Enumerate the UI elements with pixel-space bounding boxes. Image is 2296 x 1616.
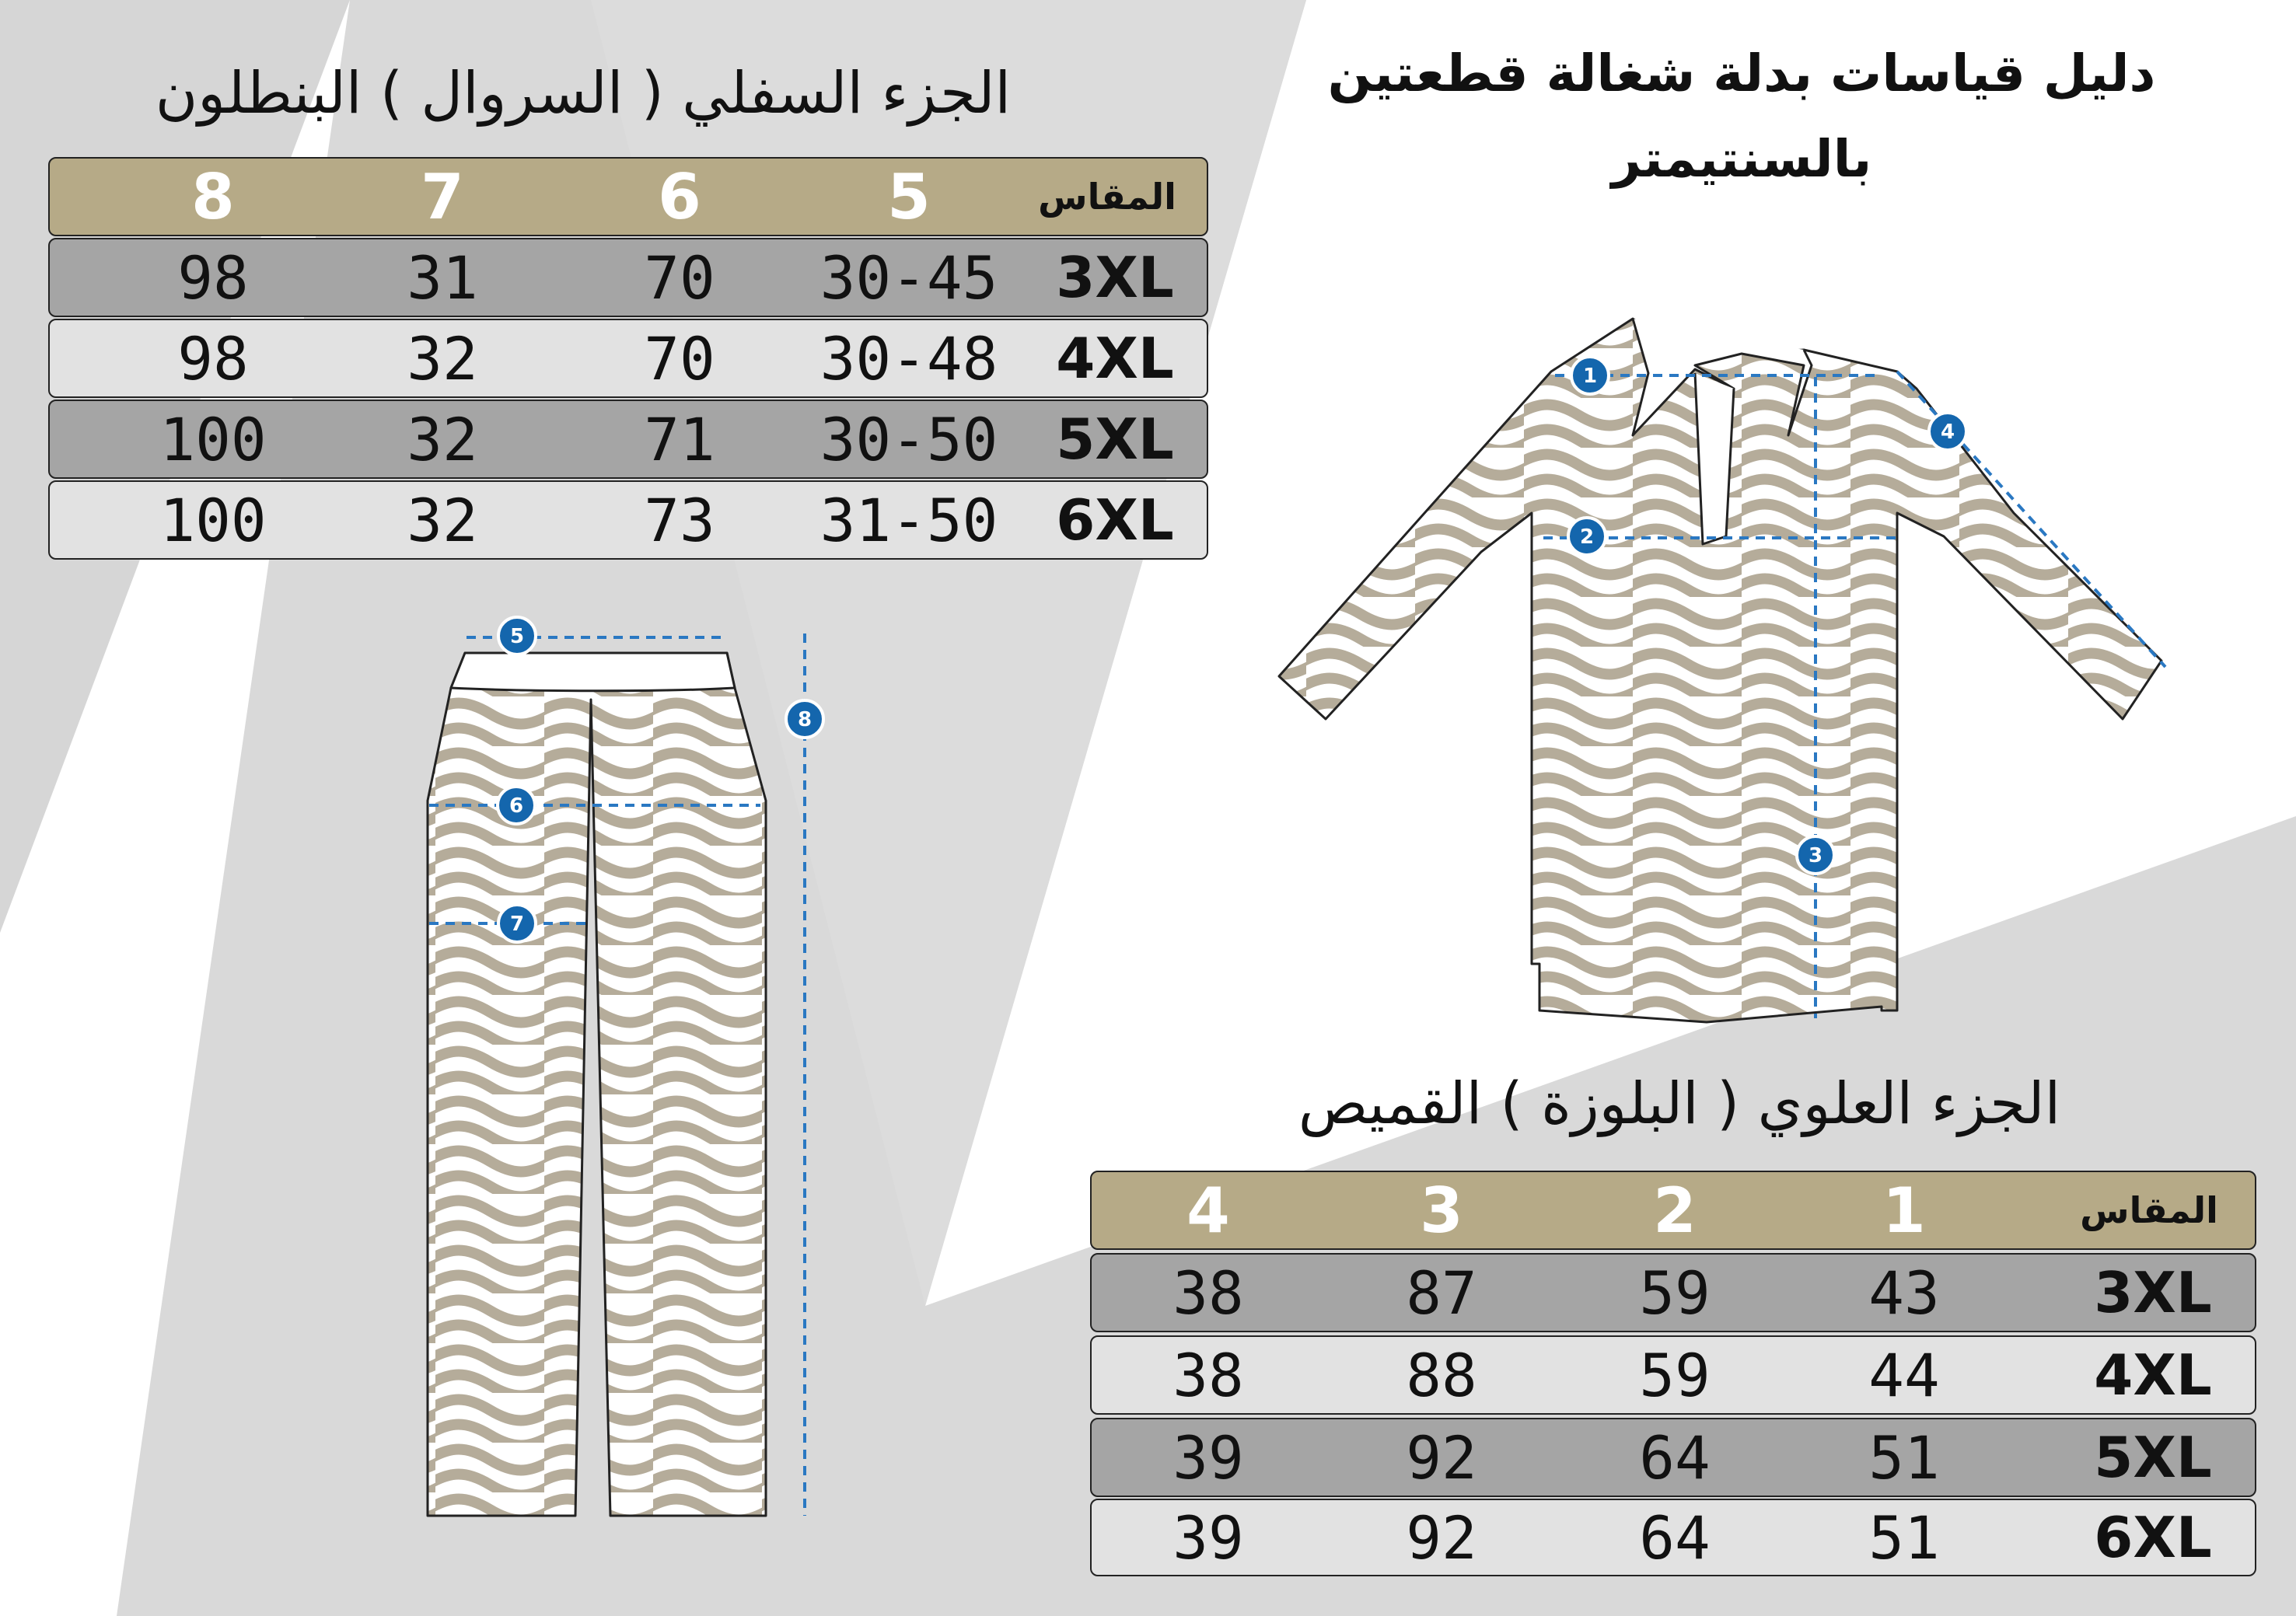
table-cell: 88: [1406, 1340, 1477, 1410]
size-column-header: المقاس: [2080, 1189, 2218, 1231]
table-cell: 30-45: [820, 243, 998, 312]
size-label: 3XL: [1056, 245, 1174, 310]
size-label: 4XL: [1056, 326, 1174, 391]
upper-part-title: الجزء العلوي ( البلوزة ) القميص: [1298, 1070, 2061, 1137]
marker-1-label: 1: [1582, 365, 1598, 388]
table-cell: 92: [1406, 1503, 1477, 1572]
table-cell: 100: [159, 485, 267, 555]
table-cell: 51: [1868, 1422, 1940, 1492]
table-cell: 92: [1406, 1422, 1477, 1492]
table-cell: 73: [644, 485, 715, 555]
size-label: 3XL: [2094, 1260, 2212, 1325]
shirt-illustration: [1279, 319, 2165, 1022]
column-header: 1: [1882, 1174, 1926, 1247]
table-cell: 100: [159, 404, 267, 474]
marker-1: [1571, 357, 1609, 394]
marker-3-label: 3: [1808, 844, 1823, 867]
column-header: 8: [191, 160, 235, 233]
column-header: 3: [1420, 1174, 1463, 1247]
column-header: 7: [421, 160, 464, 233]
page-title-line2: بالسنتيمتر: [1611, 129, 1872, 189]
size-label: 6XL: [2094, 1505, 2212, 1570]
marker-8: [786, 700, 823, 738]
table-cell: 70: [644, 243, 715, 312]
marker-5-label: 5: [509, 625, 525, 648]
table-cell: 30-48: [820, 323, 998, 393]
table-cell: 32: [407, 485, 478, 555]
marker-4-label: 4: [1940, 421, 1955, 444]
marker-8-label: 8: [797, 708, 813, 731]
table-cell: 39: [1172, 1422, 1244, 1492]
table-cell: 64: [1639, 1422, 1711, 1492]
table-cell: 30-50: [820, 404, 998, 474]
size-label: 4XL: [2094, 1342, 2212, 1408]
marker-6: [498, 787, 535, 824]
size-label: 5XL: [2094, 1425, 2212, 1490]
marker-7-label: 7: [509, 913, 525, 936]
table-cell: 31: [407, 243, 478, 312]
pants-illustration: [428, 633, 805, 1516]
table-cell: 64: [1639, 1503, 1711, 1572]
marker-6-label: 6: [508, 794, 524, 818]
table-cell: 87: [1406, 1258, 1477, 1328]
marker-3: [1797, 836, 1834, 874]
column-header: 6: [658, 160, 701, 233]
table-cell: 32: [407, 323, 478, 393]
marker-7: [498, 905, 536, 942]
table-cell: 32: [407, 404, 478, 474]
table-cell: 38: [1172, 1340, 1244, 1410]
page-title-line1: دليل قياسات بدلة شغالة قطعتين: [1327, 44, 2156, 103]
table-cell: 38: [1172, 1258, 1244, 1328]
size-column-header: المقاس: [1038, 176, 1176, 218]
table-cell: 70: [644, 323, 715, 393]
marker-2-label: 2: [1579, 525, 1595, 549]
table-cell: 98: [177, 243, 249, 312]
marker-4: [1929, 413, 1966, 450]
column-header: 5: [887, 160, 931, 233]
column-header: 4: [1186, 1174, 1230, 1247]
table-cell: 44: [1868, 1340, 1940, 1410]
size-label: 6XL: [1056, 487, 1174, 553]
marker-2: [1568, 518, 1606, 555]
lower-part-title: الجزء السفلي ( السروال ) البنطلون: [155, 60, 1012, 127]
column-header: 2: [1653, 1174, 1697, 1247]
table-cell: 51: [1868, 1503, 1940, 1572]
table-cell: 59: [1639, 1340, 1711, 1410]
table-cell: 43: [1868, 1258, 1940, 1328]
marker-5: [498, 617, 536, 654]
table-cell: 39: [1172, 1503, 1244, 1572]
table-cell: 71: [644, 404, 715, 474]
table-cell: 59: [1639, 1258, 1711, 1328]
table-cell: 31-50: [820, 485, 998, 555]
size-label: 5XL: [1056, 407, 1174, 472]
table-cell: 98: [177, 323, 249, 393]
